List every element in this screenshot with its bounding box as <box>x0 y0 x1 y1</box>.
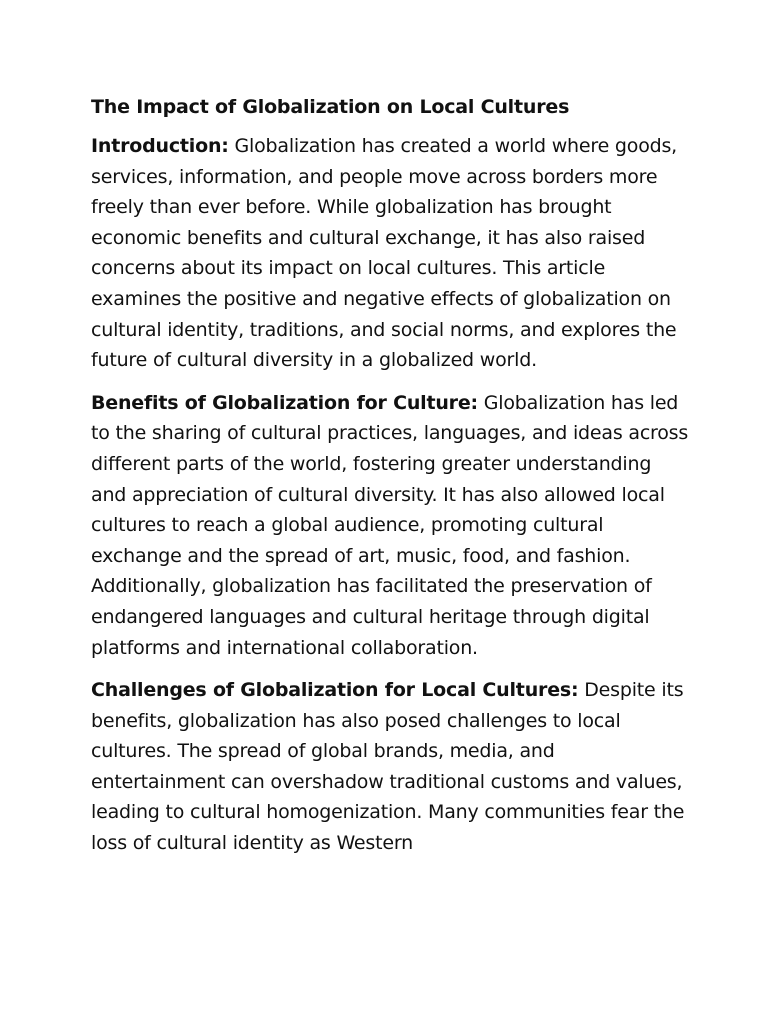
section-heading-benefits: Benefits of Globalization for Culture: <box>91 391 478 414</box>
section-text-introduction: Globalization has created a world where goods, services, information, and people move across borders more freely than ever before. While globalization has brought economic benefits and cultural exchange, it has also raised concerns about its impact on local cultures. This article examines the positive and negative effects of globalization on cultural identity, traditions, and social norms, and explores the future of cultural diversity in a globalized world. <box>91 135 678 372</box>
section-text-challenges: Despite its benefits, globalization has also posed challenges to local cultures. The spread of global brands, media, and entertainment can overshadow traditional customs and values, leading to cultural homogenization. Many communities fear the loss of cultural identity as Western <box>91 679 685 855</box>
document-page <box>91 93 691 871</box>
section-challenges <box>91 675 691 859</box>
document-title: The Impact of Globalization on Local Cultures <box>91 96 570 118</box>
section-heading-challenges: Challenges of Globalization for Local Cultures: <box>91 679 579 702</box>
section-heading-introduction: Introduction: <box>91 135 229 157</box>
section-introduction <box>91 131 691 376</box>
section-benefits <box>91 388 691 663</box>
section-text-benefits: Globalization has led to the sharing of cultural practices, languages, and ideas across different parts of the world, fostering greater understanding and appreciation of cultural diversity. It has also allowed local cultures to reach a global audience, promoting cultural exchange and the spread of art, music, food, and fashion. Additionally, globalization has facilitated the preservation of endangered languages and cultural heritage through digital platforms and international collaboration. <box>91 391 689 659</box>
